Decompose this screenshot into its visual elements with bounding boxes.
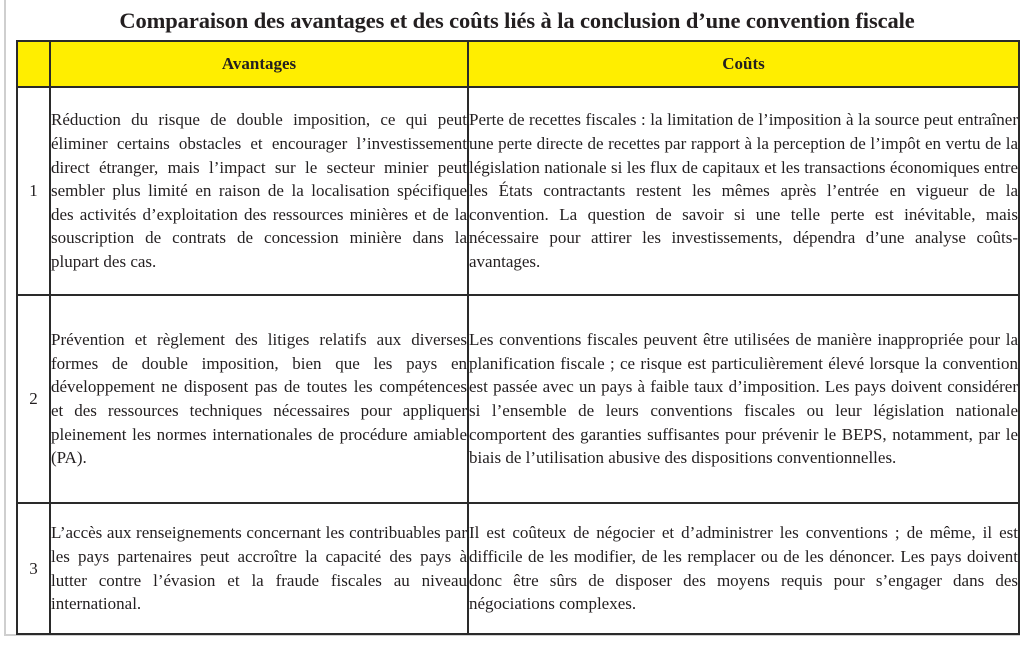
cost-cell: Perte de recettes fiscales : la limitation de l’imposition à la source peut entraîner une perte directe de recettes par rapport à la perception de l’impôt en vertu de la législation nationale si les flux de capitaux et les transactions économiques entre les États contractants restent les mêmes après l’entrée en vigueur de la convention. La question de savoir si une telle perte est inévitable, mais nécessaire pour attirer les investissements, dépendra d’une analyse coûts-avantages.: [468, 87, 1019, 295]
row-number: 1: [17, 87, 50, 295]
header-costs: Coûts: [468, 41, 1019, 87]
advantage-cell: L’accès aux renseignements concernant les contribuables par les pays partenaires peut accroître la capacité des pays à lutter contre l’évasion et la fraude fiscales au niveau international.: [50, 503, 468, 634]
advantage-cell: Réduction du risque de double imposition, ce qui peut éliminer certains obstacles et encourager l’investissement direct étranger, mais l’impact sur le secteur minier peut sembler plus limité en raison de la localisation spécifique des activités d’exploitation des ressources minières et de la souscription de contrats de concession minière dans la plupart des cas.: [50, 87, 468, 295]
table-row: [17, 87, 1019, 295]
table-header-row: [17, 41, 1019, 87]
advantage-cell: Prévention et règlement des litiges relatifs aux diverses formes de double imposition, bien que les pays en développement ne disposent pas de toutes les compétences et des ressources techniques nécessaires pour appliquer pleinement les normes internationales de procédure amiable (PA).: [50, 295, 468, 503]
row-number: 3: [17, 503, 50, 634]
header-number: [17, 41, 50, 87]
table-row: [17, 503, 1019, 634]
row-number: 2: [17, 295, 50, 503]
cost-cell: Il est coûteux de négocier et d’administrer les conventions ; de même, il est difficile de les modifier, de les remplacer ou de les dénoncer. Les pays doivent donc être sûrs de disposer des moyens requis pour s’engager dans des négociations complexes.: [468, 503, 1019, 634]
cost-cell: Les conventions fiscales peuvent être utilisées de manière inappropriée pour la planification fiscale ; ce risque est particulièrement élevé lorsque la convention est passée avec un pays à faible taux d’imposition. Les pays doivent considérer si l’ensemble de leurs conventions fiscales ou leur législation nationale comportent des garanties suffisantes pour prévenir le BEPS, notamment, par le biais de l’utilisation abusive des dispositions conventionnelles.: [468, 295, 1019, 503]
page-title: Comparaison des avantages et des coûts liés à la conclusion d’une convention fiscale: [119, 8, 915, 33]
header-advantages: Avantages: [50, 41, 468, 87]
table-row: [17, 295, 1019, 503]
comparison-table: [16, 40, 1020, 635]
